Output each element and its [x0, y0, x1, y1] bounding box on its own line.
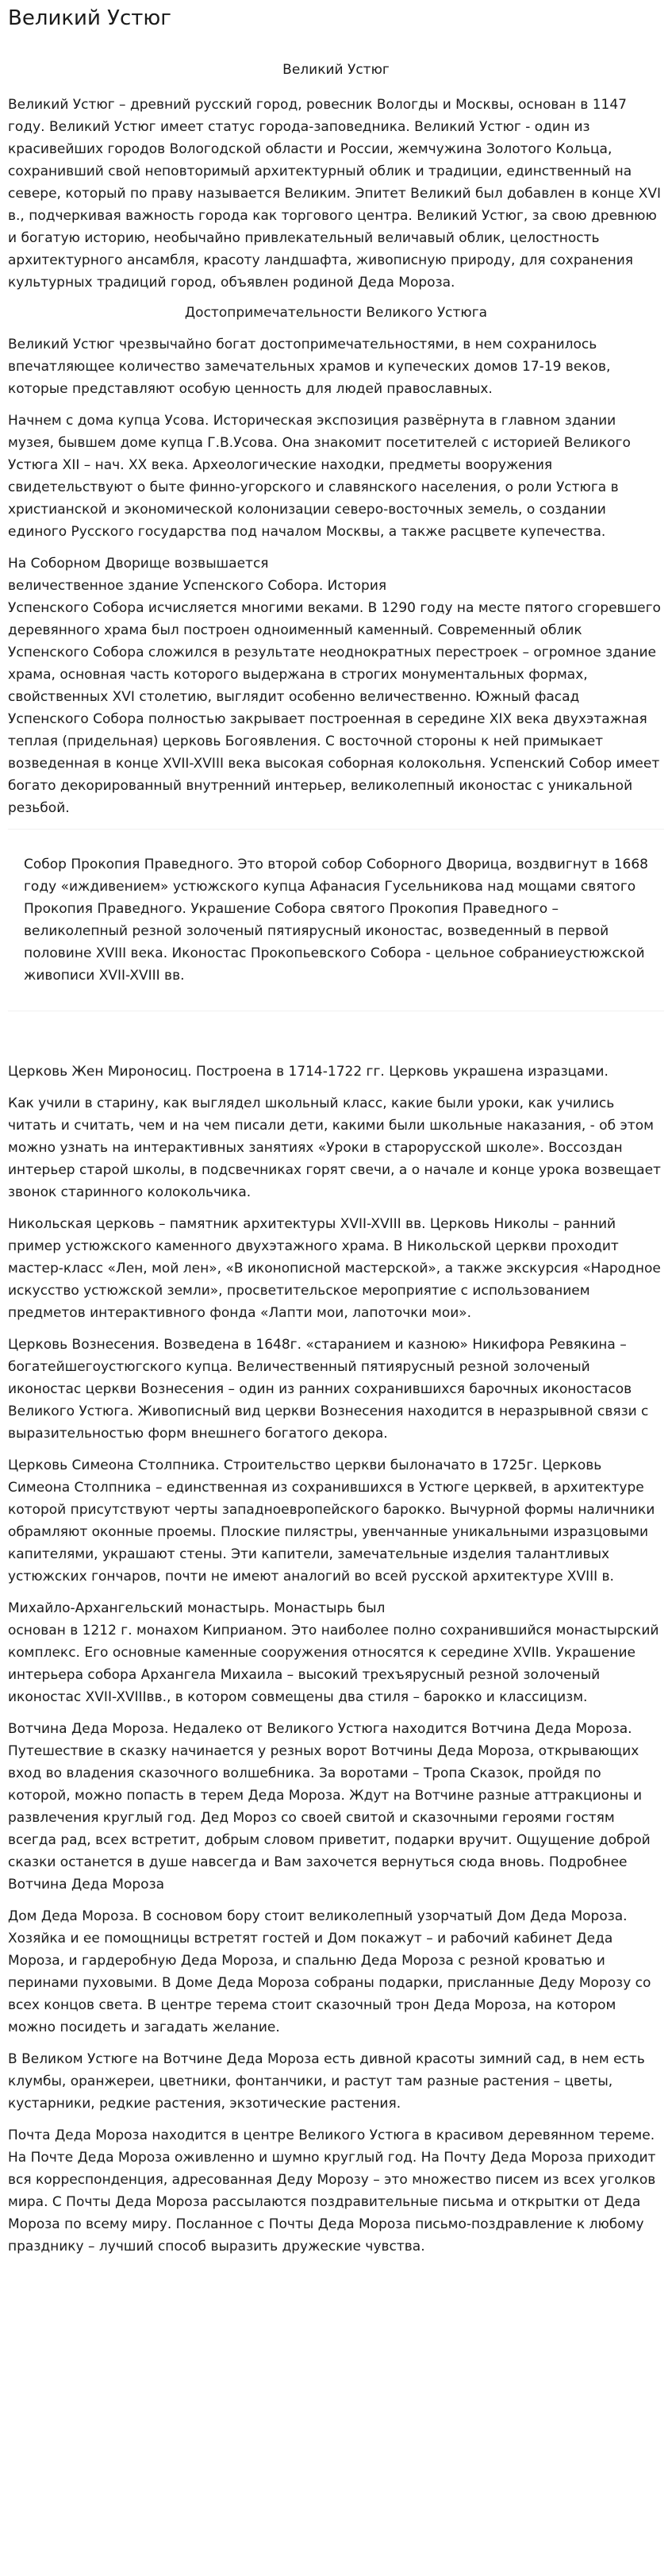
uspensky-line-2: величественное здание Успенского Собора. История: [8, 578, 387, 594]
prokopy-cathedral-box: [8, 829, 664, 1011]
zhen-mironosits-paragraph: Церковь Жен Мироносиц. Построена в 1714-1722 гг. Церковь украшена изразцами.: [8, 1064, 609, 1080]
usov-house-paragraph: Начнем с дома купца Усова. Историческая экспозиция развёрнута в главном здании музея, бывшем доме купца Г.В.Усова. Она знакомит посетителей с историей Великого Устюга XII – нач. XX века. Археологические находки, предметы вооружения свидетельствуют о быте финно-угорского и славянского населения, о роли Устюга в христианской и экономической колонизации северо-восточных земель, о создании единого Русского государства под началом Москвы, а также расцвете купечества.: [8, 413, 631, 540]
uspensky-line-1: На Соборном Дворище возвышается: [8, 556, 269, 572]
monastery-rest: основан в 1212 г. монахом Киприаном. Это наиболее полно сохранившийся монастырский комплекс. Его основные каменные сооружения относятся к середине XVIIв. Украшение интерьера собора Архангела Михаила – высокий трехъярусный резной золоченый иконостас XVII-XVIIIвв., в котором совмещены два стиля – барокко и классицизм.: [8, 1623, 659, 1705]
dom-deda-moroza-paragraph: Дом Деда Мороза. В сосновом бору стоит великолепный узорчатый Дом Деда Мороза. Хозяйка и ее помощницы встретят гостей и Дом покажут – и рабочий кабинет Деда Мороза, и гардеробную Деда Мороза, и спальню Деда Мороза с резной кроватью и перинами пуховыми. В Доме Деда Мороза собраны подарки, присланные Деду Морозу со всех концов света. В центре терема стоит сказочный трон Деда Мороза, на котором можно посидеть и загадать желание.: [8, 1908, 651, 2035]
prokopy-cathedral-paragraph: Собор Прокопия Праведного. Это второй собор Соборного Дворица, воздвигнут в 1668 году «иждивением» устюжского купца Афанасия Гусельникова над мощами святого Прокопия Праведного. Украшение Собора святого Прокопия Праведного – великолепный резной золоченый пятиярусный иконостас, возведенный в первой половине XVIII века. Иконостас Прокопьевского Собора - цельное собраниеустюжской живописи XVII-XVIII вв.: [24, 857, 648, 984]
page-title: Великий Устюг: [8, 6, 171, 30]
uspensky-cathedral-paragraph: [8, 553, 664, 819]
simeon-church-paragraph: Церковь Симеона Столпника. Строительство церкви былоначато в 1725г. Церковь Симеона Столпника – единственная из сохранившихся в Устюге церквей, в архитектуре которой присутствуют черты западноевропейского барокко. Вычурной формы наличники обрамляют оконные проемы. Плоские пилястры, увенчанные уникальными изразцовыми капителями, украшают стены. Эти капители, замечательные изделия талантливых устюжских гончаров, почти не имеют аналогий во всей русской архитектуре XVIII в.: [8, 1457, 655, 1584]
post-office-paragraph: Почта Деда Мороза находится в центре Великого Устюга в красивом деревянном тереме. На Почте Деда Мороза оживленно и шумно круглый год. На Почту Деда Мороза приходит вся корреспонденция, адресованная Деду Морозу – это множество писем из всех уголков мира. С Почты Деда Мороза рассылаются поздравительные письма и открытки от Деда Мороза по всему миру. Посланное с Почты Деда Мороза письмо-поздравление к любому празднику – лучший способ выразить дружеские чувства.: [8, 2127, 656, 2254]
monastery-line-1: Михайло-Архангельский монастырь. Монастырь был: [8, 1600, 386, 1616]
sights-intro-paragraph: Великий Устюг чрезвычайно богат достопримечательностями, в нем сохранилось впечатляющее количество замечательных храмов и купеческих домов 17-19 веков, которые представляют особую ценность для людей православных.: [8, 337, 611, 397]
votchina-paragraph: Вотчина Деда Мороза. Недалеко от Великого Устюга находится Вотчина Деда Мороза. Путешествие в сказку начинается у резных ворот Вотчины Деда Мороза, открывающих вход во владения сказочного волшебника. За воротами – Тропа Сказок, пройдя по которой, можно попасть в терем Деда Мороза. Ждут на Вотчине разные аттракционы и развлечения круглый год. Дед Мороз со своей свитой и сказочными героями гостям всегда рад, всех встретит, добрым словом приветит, подарки вручит. Ощущение доброй сказки останется в душе навсегда и Вам захочется вернуться сюда вновь. Подробнее Вотчина Деда Мороза: [8, 1721, 651, 1893]
uspensky-rest: Успенского Собора исчисляется многими веками. В 1290 году на месте пятого сгоревшего деревянного храма был построен одноименный каменный. Современный облик Успенского Собора сложился в результате неоднократных перестроек – огромное здание храма, основная часть которого выдержана в строгих монументальных формах, свойственных XVI столетию, выглядит особенно величественно. Южный фасад Успенского Собора полностью закрывает построенная в середине XIX века двухэтажная теплая (придельная) церковь Богоявления. С восточной стороны к ней примыкает возведенная в конце XVII-XVIII века высокая соборная колокольня. Успенский Собор имеет богато декорированный внутренний интерьер, великолепный иконостас с уникальной резьбой.: [8, 600, 661, 816]
old-school-paragraph: Как учили в старину, как выглядел школьный класс, какие были уроки, как учились читать и считать, чем и на чем писали дети, какими были школьные наказания, - об этом можно узнать на интерактивных занятиях «Уроки в старорусской школе». Воссоздан интерьер старой школы, в подсвечниках горят свечи, а о начале и конце урока возвещает звонок старинного колокольчика.: [8, 1095, 661, 1200]
sights-heading: Достопримечательности Великого Устюга: [184, 305, 488, 321]
monastery-paragraph: [8, 1597, 664, 1708]
spacer: [8, 1011, 664, 1061]
intro-heading: Великий Устюг: [282, 62, 390, 78]
intro-paragraph: Великий Устюг – древний русский город, ровесник Вологды и Москвы, основан в 1147 году. Великий Устюг имеет статус города-заповедника. Великий Устюг - один из красивейших городов Вологодской области и России, жемчужина Золотого Кольца, сохранивший свой неповторимый архитектурный облик и традиции, единственный на севере, который по праву называется Великим. Эпитет Великий был добавлен в конце XVI в., подчеркивая важность города как торгового центра. Великий Устюг, за свою древнюю и богатую историю, необычайно привлекательный величавый облик, целостность архитектурного ансамбля, красоту ландшафта, живописную природу, для сохранения культурных традиций город, объявлен родиной Деда Мороза.: [8, 97, 661, 291]
winter-garden-paragraph: В Великом Устюге на Вотчине Деда Мороза есть дивной красоты зимний сад, в нем есть клумбы, оранжереи, цветники, фонтанчики, и растут там разные растения – цветы, кустарники, редкие растения, экзотические растения.: [8, 2051, 645, 2112]
nikolskaya-church-paragraph: Никольская церковь – памятник архитектуры XVII-XVIII вв. Церковь Николы – ранний пример устюжского каменного двухэтажного храма. В Никольской церкви проходит мастер-класс «Лен, мой лен», «В иконописной мастерской», а также экскурсия «Народное искусство устюжской земли», просветительское мероприятие с использованием предметов интерактивного фонда «Лапти мои, лапоточки мои».: [8, 1216, 661, 1321]
voznesenie-church-paragraph: Церковь Вознесения. Возведена в 1648г. «старанием и казною» Никифора Ревякина – богатейшегоустюгского купца. Величественный пятиярусный резной золоченый иконостас церкви Вознесения – один из ранних сохранившихся барочных иконостасов Великого Устюга. Живописный вид церкви Вознесения находится в неразрывной связи с выразительностью форм внешнего богатого декора.: [8, 1337, 649, 1442]
